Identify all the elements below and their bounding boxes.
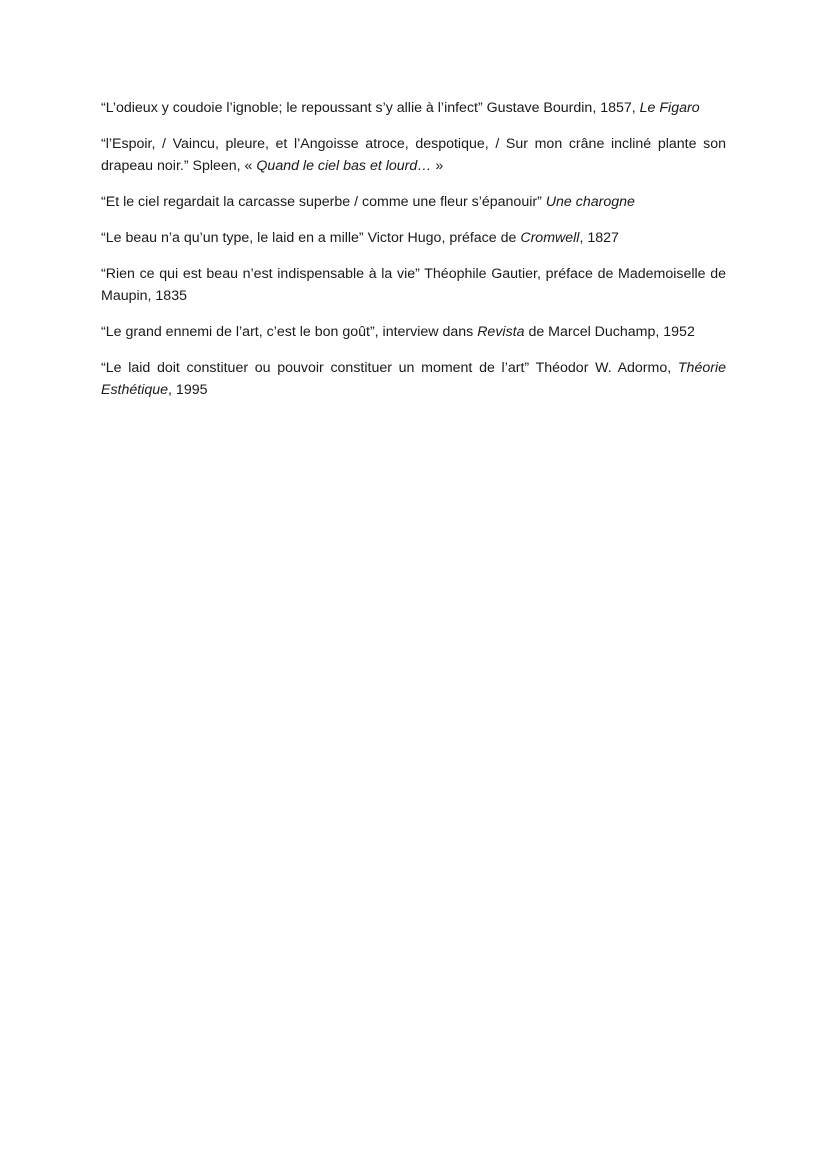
- quote-italic: Théorie Esthétique: [101, 360, 726, 398]
- quote-7: [101, 357, 726, 401]
- quote-text: “Le beau n’a qu’un type, le laid en a mille” Victor Hugo, préface de: [101, 230, 521, 246]
- quote-text: “Le grand ennemi de l’art, c’est le bon goût”, interview dans: [101, 324, 478, 340]
- quote-1: [101, 97, 726, 119]
- quote-after: , 1827: [579, 230, 619, 246]
- quote-after: , 1995: [168, 382, 208, 398]
- quote-italic: Une charogne: [545, 194, 635, 210]
- document-page: [101, 97, 726, 401]
- quote-text: “Le laid doit constituer ou pouvoir constituer un moment de l’art” Théodor W. Adormo,: [101, 360, 678, 376]
- quote-6: [101, 321, 726, 343]
- quote-5: [101, 263, 726, 307]
- quote-text: “L’odieux y coudoie l’ignoble; le repoussant s’y allie à l’infect” Gustave Bourdin, 1857,: [101, 100, 640, 116]
- quote-after: »: [431, 158, 444, 174]
- quote-text: “l’Espoir, / Vaincu, pleure, et l’Angoisse atroce, despotique, / Sur mon crâne incliné plante son drapeau noir.” Spleen, «: [101, 136, 726, 174]
- quote-2: [101, 133, 726, 177]
- quote-italic: Revista: [477, 324, 525, 340]
- quote-text: “Rien ce qui est beau n’est indispensable à la vie” Théophile Gautier, préface de Mademoiselle de Maupin, 1835: [101, 266, 726, 304]
- quote-3: [101, 191, 726, 213]
- quote-4: [101, 227, 726, 249]
- quote-after: de Marcel Duchamp, 1952: [524, 324, 695, 340]
- quote-italic: Quand le ciel bas et lourd…: [256, 158, 432, 174]
- quote-italic: Cromwell: [520, 230, 580, 246]
- quote-text: “Et le ciel regardait la carcasse superbe / comme une fleur s’épanouir”: [101, 194, 546, 210]
- quote-italic: Le Figaro: [639, 100, 700, 116]
